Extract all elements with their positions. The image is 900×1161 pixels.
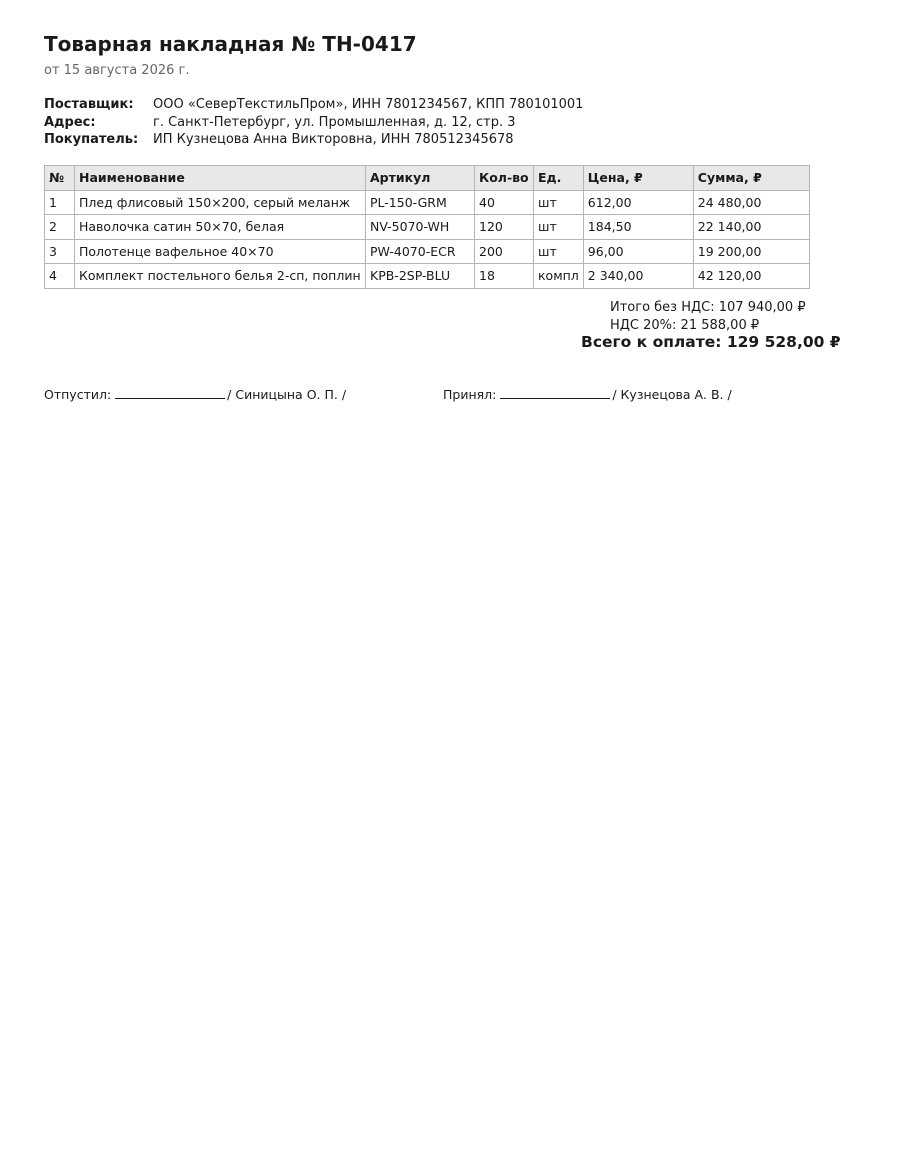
col-header-unit: Ед. — [534, 166, 584, 191]
document-date: от 15 августа 2026 г. — [44, 63, 190, 78]
col-header-quantity: Кол-во — [475, 166, 534, 191]
table-header-row — [45, 166, 810, 191]
cell-article: KPB-2SP-BLU — [366, 264, 475, 289]
received-signature — [443, 386, 732, 402]
table-row — [45, 190, 810, 215]
cell-quantity: 18 — [475, 264, 534, 289]
col-header-sum: Сумма, ₽ — [693, 166, 809, 191]
received-signature-line — [500, 386, 610, 399]
cell-number: 1 — [45, 190, 75, 215]
cell-quantity: 40 — [475, 190, 534, 215]
cell-article: PW-4070-ECR — [366, 239, 475, 264]
cell-name: Наволочка сатин 50×70, белая — [75, 215, 366, 240]
released-signature-line — [115, 386, 225, 399]
cell-sum: 22 140,00 — [693, 215, 809, 240]
released-signature — [44, 386, 346, 402]
subtotal-line: Итого без НДС: 107 940,00 ₽ — [610, 300, 806, 315]
cell-price: 612,00 — [583, 190, 693, 215]
table-row — [45, 239, 810, 264]
items-table — [44, 165, 810, 289]
cell-sum: 42 120,00 — [693, 264, 809, 289]
buyer-label: Покупатель: — [44, 132, 139, 147]
col-header-price: Цена, ₽ — [583, 166, 693, 191]
cell-number: 3 — [45, 239, 75, 264]
supplier-row — [44, 96, 844, 114]
cell-price: 184,50 — [583, 215, 693, 240]
page-title: Товарная накладная № ТН-0417 — [44, 32, 417, 56]
cell-name: Комплект постельного белья 2-сп, поплин — [75, 264, 366, 289]
vat-line: НДС 20%: 21 588,00 ₽ — [610, 317, 760, 333]
cell-article: NV-5070-WH — [366, 215, 475, 240]
cell-unit: шт — [534, 215, 584, 240]
table-row — [45, 215, 810, 240]
cell-name: Плед флисовый 150×200, серый меланж — [75, 190, 366, 215]
cell-article: PL-150-GRM — [366, 190, 475, 215]
cell-price: 2 340,00 — [583, 264, 693, 289]
address-value: г. Санкт-Петербург, ул. Промышленная, д. 12, стр. 3 — [153, 114, 516, 130]
released-label: Отпустил: — [44, 387, 112, 402]
col-header-name: Наименование — [75, 166, 366, 191]
cell-name: Полотенце вафельное 40×70 — [75, 239, 366, 264]
invoice-document — [44, 30, 844, 402]
received-name: / Кузнецова А. В. / — [612, 387, 732, 402]
col-header-article: Артикул — [366, 166, 475, 191]
released-name: / Синицына О. П. / — [227, 387, 347, 402]
table-row — [45, 264, 810, 289]
received-label: Принял: — [443, 387, 497, 402]
cell-number: 4 — [45, 264, 75, 289]
cell-unit: компл — [534, 264, 584, 289]
cell-quantity: 120 — [475, 215, 534, 240]
col-header-number: № — [45, 166, 75, 191]
cell-sum: 24 480,00 — [693, 190, 809, 215]
address-row — [44, 114, 844, 132]
address-label: Адрес: — [44, 114, 96, 130]
parties-block — [44, 96, 844, 149]
buyer-row — [44, 131, 844, 149]
cell-number: 2 — [45, 215, 75, 240]
grand-total-line: Всего к оплате: 129 528,00 ₽ — [581, 333, 841, 351]
supplier-label: Поставщик: — [44, 97, 134, 112]
buyer-value: ИП Кузнецова Анна Викторовна, ИНН 780512345678 — [153, 132, 514, 147]
cell-quantity: 200 — [475, 239, 534, 264]
cell-unit: шт — [534, 190, 584, 215]
cell-sum: 19 200,00 — [693, 239, 809, 264]
supplier-value: ООО «СеверТекстильПром», ИНН 7801234567, КПП 780101001 — [153, 97, 584, 112]
cell-price: 96,00 — [583, 239, 693, 264]
cell-unit: шт — [534, 239, 584, 264]
